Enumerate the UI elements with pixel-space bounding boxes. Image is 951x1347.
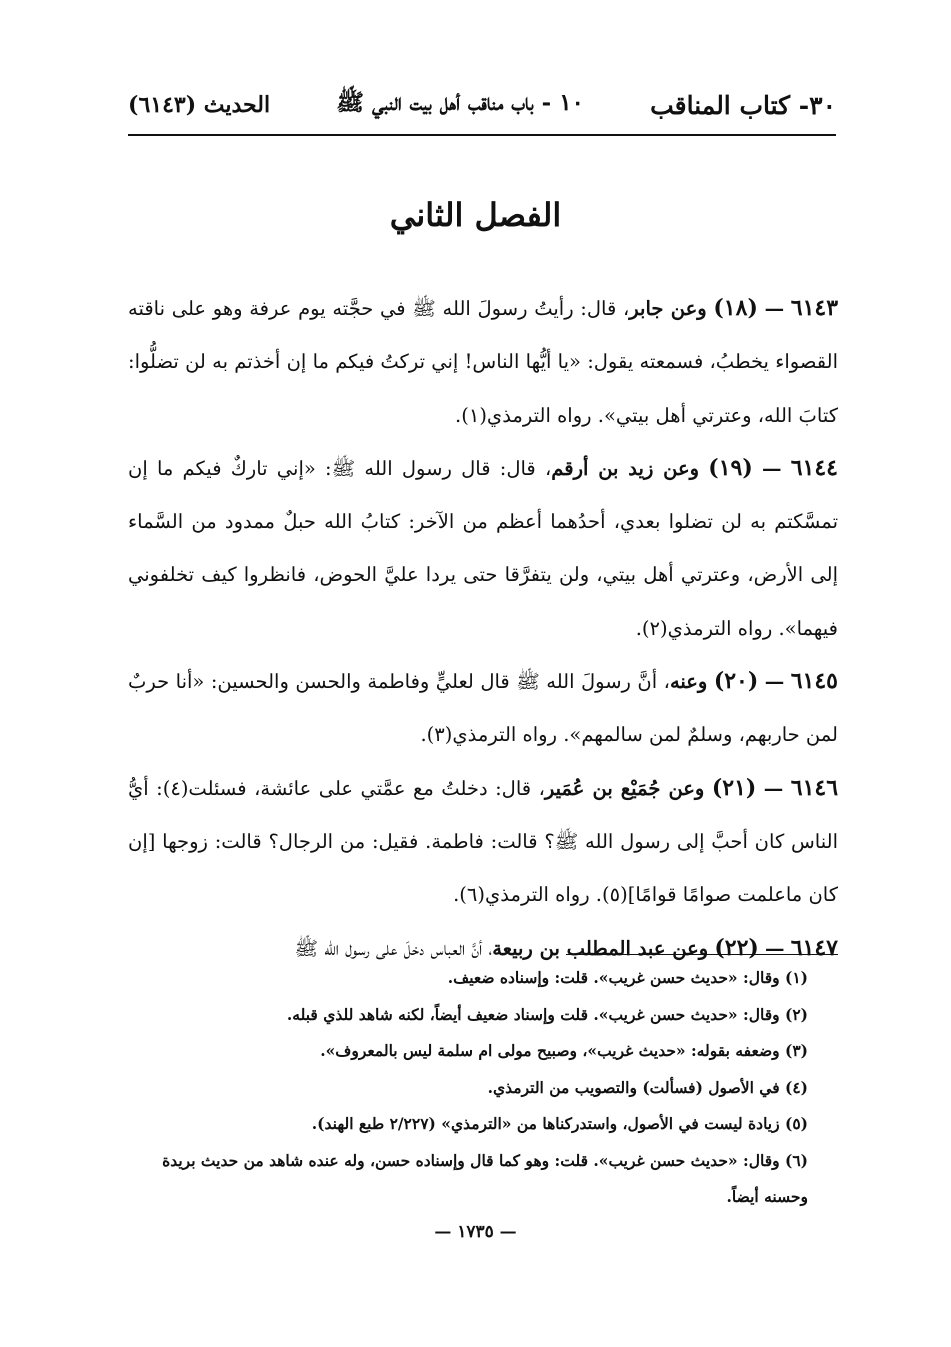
hadith-source: وعن جُمَيْع بن عُمَير — [544, 776, 705, 800]
hadith-entry: ٦١٤٧ — (٢٢) وعن عبد المطلب بن ربيعة، أنَّ العباس دخلَ على رسول الله ﷺ — [294, 934, 838, 961]
page-number: — ١٧٣٥ — — [434, 1222, 517, 1242]
hadith-index: (١٩) — [708, 454, 753, 481]
hadith-index: (٢٠) — [713, 668, 759, 695]
footnotes — [118, 960, 808, 1216]
hadith-text: ، أنَّ العباس دخلَ على رسول الله ﷺ — [294, 936, 493, 960]
hadith-source: وعن زيد بن أرقم — [551, 456, 700, 480]
hadith-reference: الحديث (٦١٤٣) — [128, 92, 271, 118]
hadith-entry: ٦١٤٦ — (٢١) وعن جُمَيْع بن عُمَير، قال: دخلتُ مع عمَّتي على عائشة، فسئلت(٤): أيُّ الناس كان أحبَّ إلى رسول الله ﷺ؟ قالت: فاطمة. فقيل: من الرجال؟ قالت: زوجها [إن كان ماعلمت صوامًا قوامًا](٥). رواه الترمذي(٦). — [128, 774, 839, 907]
hadith-source: وعن جابر — [629, 297, 707, 320]
hadith-text: ، أنَّ رسولَ الله ﷺ قال لعليٍّ وفاطمة والحسن والحسين: «أنا حربٌ لمن حاربهم، وسلمٌ لمن سالمهم». رواه الترمذي(٣). — [128, 670, 838, 747]
hadith-source: وعنه — [669, 670, 708, 694]
hadith-index: (٢١) — [711, 774, 757, 801]
footnote: (٢) وقال: «حديث حسن غريب». قلت وإسناد ضعيف أيضاً، لكنه شاهد للذي قبله. — [286, 1004, 808, 1024]
header-rule — [128, 134, 836, 136]
hadith-entry: ٦١٤٥ — (٢٠) وعنه، أنَّ رسولَ الله ﷺ قال لعليٍّ وفاطمة والحسن والحسين: «أنا حربٌ لمن حاربهم، وسلمٌ لمن سالمهم». رواه الترمذي(٣). — [128, 668, 838, 747]
hadith-source: وعن عبد المطلب بن ربيعة — [492, 936, 709, 960]
chapter-title: ١٠ - باب مناقب أهل بيت النبي ﷺ — [336, 89, 584, 116]
hadith-number: ٦١٤٦ — [790, 774, 839, 801]
hadith-number: ٦١٤٧ — [790, 934, 838, 961]
hadith-number: ٦١٤٤ — [790, 454, 838, 481]
footnote-rule — [566, 954, 838, 955]
hadith-number: ٦١٤٣ — [790, 295, 839, 321]
hadith-list — [128, 282, 838, 975]
hadith-entry: ٦١٤٣ — (١٨) وعن جابر، قال: رأيتُ رسولَ الله ﷺ في حجَّته يوم عرفة وهو على ناقته القصواء يخطبُ، فسمعته يقول: «يا أيُّها الناس! إني تركتُ فيكم ما إن أخذتم به لن تضلُّوا: كتابَ الله، وعترتي أهل بيتي». رواه الترمذي(١). — [128, 295, 839, 427]
footnote: (٣) وضعفه بقوله: «حديث غريب»، وصبيح مولى ام سلمة ليس بالمعروف». — [320, 1041, 808, 1060]
book-title: ٣٠- كتاب المناقب — [650, 90, 836, 120]
hadith-text: ، قال: قال رسول الله ﷺ: «إني تاركٌ فيكم ما إن تمسَّكتم به لن تضلوا بعدي، أحدُهما أعظم من الآخر: كتابُ الله حبلٌ ممدود من السَّماء إلى الأرض، وعترتي أهل بيتي، ولن يتفرَّقا حتى يردا عليَّ الحوض، فانظروا كيف تخلفوني فيهما». رواه الترمذي(٢). — [128, 456, 838, 640]
footnote: (٥) زيادة ليست في الأصول، واستدركناها من «الترمذي» (٢/٢٢٧ طبع الهند). — [311, 1114, 808, 1133]
hadith-text: ، قال: دخلتُ مع عمَّتي على عائشة، فسئلت(٤): أيُّ الناس كان أحبَّ إلى رسول الله ﷺ؟ قالت: فاطمة. فقيل: من الرجال؟ قالت: زوجها [إن كان ماعلمت صوامًا قوامًا](٥). رواه الترمذي(٦). — [128, 776, 838, 907]
hadith-index: (٢٢) — [714, 934, 759, 961]
hadith-index: (١٨) — [713, 295, 758, 321]
section-title: الفصل الثاني — [389, 196, 562, 234]
footnote: (٦) وقال: «حديث حسن غريب». قلت: وهو كما قال وإسناده حسن، وله عنده شاهد من حديث بريدة وحسنه أيضاً. — [162, 1150, 808, 1206]
footnote: (٤) في الأصول (فسألت) والتصويب من الترمذي. — [487, 1077, 808, 1097]
hadith-entry: ٦١٤٤ — (١٩) وعن زيد بن أرقم، قال: قال رسول الله ﷺ: «إني تاركٌ فيكم ما إن تمسَّكتم به لن تضلوا بعدي، أحدُهما أعظم من الآخر: كتابُ الله حبلٌ ممدود من السَّماء إلى الأرض، وعترتي أهل بيتي، ولن يتفرَّقا حتى يردا عليَّ الحوض، فانظروا كيف تخلفوني فيهما». رواه الترمذي(٢). — [128, 454, 838, 640]
footnote: (١) وقال: «حديث حسن غريب». قلت: وإسناده ضعيف. — [447, 968, 808, 987]
running-header — [128, 80, 836, 130]
hadith-text: ، قال: رأيتُ رسولَ الله ﷺ في حجَّته يوم عرفة وهو على ناقته القصواء يخطبُ، فسمعته يقول: «يا أيُّها الناس! إني تركتُ فيكم ما إن أخذتم به لن تضلُّوا: كتابَ الله، وعترتي أهل بيتي». رواه الترمذي(١). — [128, 297, 838, 427]
hadith-number: ٦١٤٥ — [790, 668, 838, 695]
